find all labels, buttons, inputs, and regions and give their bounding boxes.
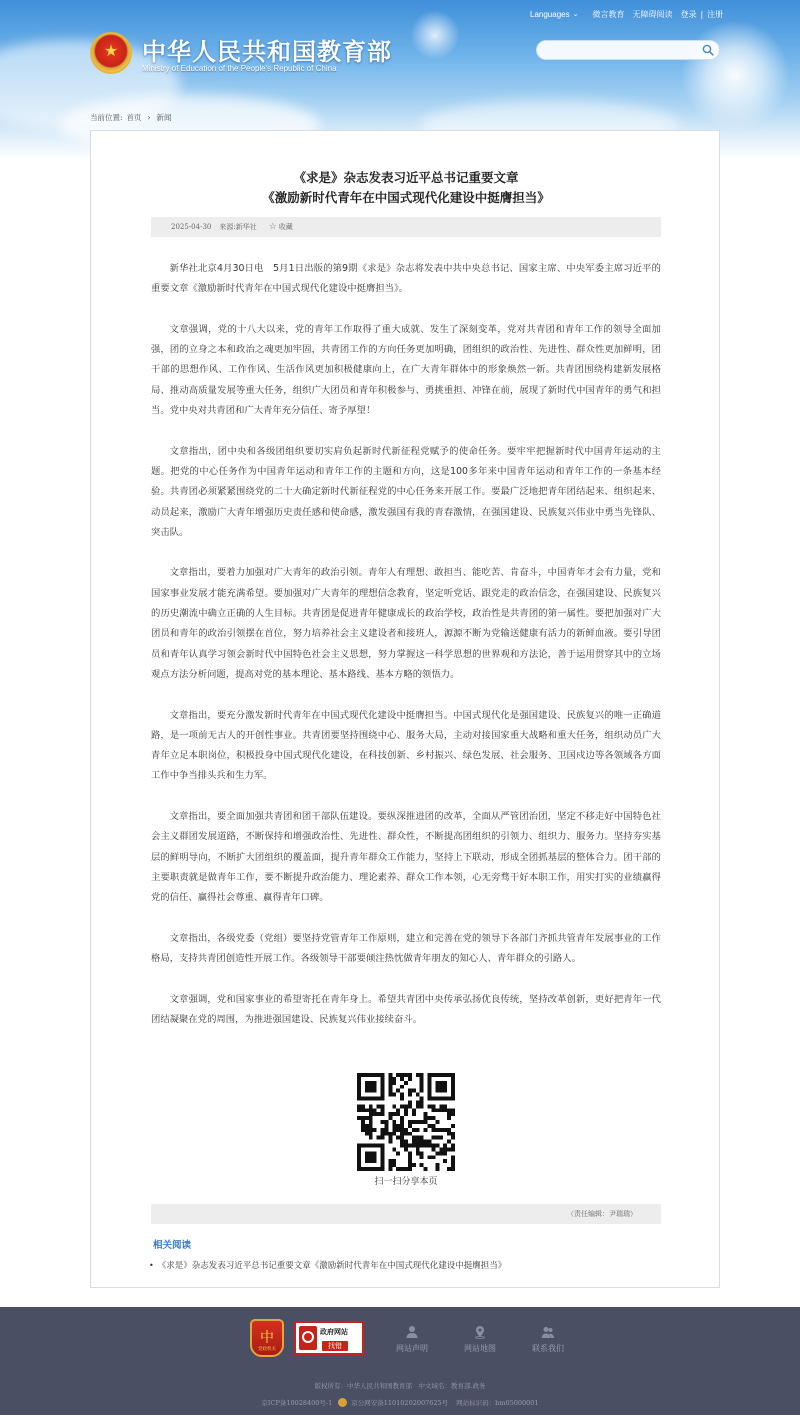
breadcrumb-news-link[interactable]: 新闻	[156, 113, 172, 122]
article-title-line1: 《求是》杂志发表习近平总书记重要文章	[293, 170, 519, 185]
accessibility-link[interactable]: 无障碍阅读	[632, 9, 673, 19]
footer-link-label: 网站地图	[464, 1344, 496, 1353]
article-title-line2: 《激励新时代青年在中国式现代化建设中挺膺担当》	[262, 190, 550, 205]
party-government-badge-icon[interactable]	[250, 1319, 284, 1357]
article-source: 来源:新华社	[219, 223, 257, 231]
gov-error-report-badge[interactable]	[294, 1321, 364, 1355]
nav-separator: |	[700, 9, 704, 19]
national-emblem-icon[interactable]: ★	[90, 32, 132, 74]
police-record-link[interactable]: 京公网安备11010202007625号	[351, 1399, 449, 1407]
article-paragraph: 文章指出，各级党委（党组）要坚持党管青年工作原则，建立和完善在党的领导下各部门齐抓共管青年发展事业的工作格局，支持共青团创造性开展工作。各级领导干部要倾注热忱做青年朋友的知心人、青年群众的引路人。	[151, 932, 661, 965]
site-code: 网站标识码：bm05000001	[456, 1399, 539, 1407]
footer-badges	[250, 1319, 364, 1357]
gov-badge-line1: 政府网站	[320, 1328, 348, 1336]
party-badge-caption: 党政机关	[258, 1347, 276, 1352]
register-link[interactable]: 注册	[707, 9, 724, 19]
icp-number-link[interactable]: 京ICP备10028400号-1	[261, 1399, 333, 1407]
search-input[interactable]	[545, 44, 695, 57]
person-icon	[405, 1325, 419, 1339]
breadcrumb	[90, 112, 172, 123]
star-icon: ☆	[268, 222, 277, 232]
chevron-down-icon: ⌄	[572, 11, 579, 18]
article-date: 2025-04-30	[171, 223, 212, 231]
weibo-link[interactable]: 微言教育	[592, 9, 625, 19]
site-footer	[0, 1307, 800, 1415]
dandelion-decoration	[410, 10, 460, 60]
article-paragraph: 文章指出，要全面加强共青团和团干部队伍建设。要纵深推进团的改革，全面从严管团治团，坚定不移走好中国特色社会主义群团发展道路，不断保持和增强政治性、先进性、群众性，不断提高团组织的引领力、组织力、服务力。坚持夯实基层的鲜明导向，不断扩大团组织的覆盖面，提升青年群众工作能力，坚持上下联动，形成全团抓基层的整体合力。团干部的主要职责就是做青年工作，要不断提升政治能力、理论素养、群众工作本领，心无旁骛干好本职工作，用实打实的业绩赢得党的信任、赢得社会尊重、赢得青年口碑。	[151, 811, 661, 904]
gov-badge-line2: 找错	[322, 1341, 348, 1351]
footer-link-sitemap[interactable]	[446, 1325, 514, 1354]
article-paragraph: 文章强调，党的十八大以来，党的青年工作取得了重大成就、发生了深刻变革，党对共青团和青年工作的领导全面加强，团的立身之本和政治之魂更加牢固，共青团工作的方向任务更加明确，团组织的政治性、先进性、群众性更加鲜明，团干部的思想作风、工作作风、生活作风更加积极健康向上，在广大青年群体中的形象焕然一新。共青团围绕构建新发展格局、推动高质量发展等重大任务，组织广大团员和青年积极参与、勇挑重担、冲锋在前，展现了新时代中国青年的勇气和担当。党中央对共青团和广大青年充分信任、寄予厚望！	[151, 323, 661, 417]
dandelion-decoration	[680, 20, 790, 130]
map-pin-icon	[473, 1325, 487, 1339]
related-reading-title: 相关阅读	[153, 1240, 192, 1251]
responsible-editor: （责任编辑：尹瑞瑞）	[151, 1204, 661, 1224]
party-badge-glyph: 中	[260, 1330, 274, 1346]
footer-icp-row	[0, 1398, 800, 1407]
qr-caption: 扫一扫分享本页	[374, 1177, 438, 1187]
site-subtitle: Ministry of Education of the People's Republic of China	[142, 64, 337, 73]
search-icon[interactable]	[702, 44, 714, 56]
magnifier-icon	[299, 1326, 317, 1350]
related-reading-link[interactable]: 《求是》杂志发表习近平总书记重要文章《激励新时代青年在中国式现代化建设中挺膺担当》	[157, 1261, 507, 1271]
footer-link-contact[interactable]	[514, 1325, 582, 1354]
police-badge-icon	[338, 1398, 347, 1407]
login-link[interactable]: 登录	[680, 9, 697, 19]
article-body	[151, 259, 661, 1051]
favorite-button[interactable]	[269, 222, 293, 232]
qr-code-icon	[357, 1073, 455, 1171]
favorite-label: 收藏	[278, 223, 293, 231]
contacts-icon	[541, 1325, 555, 1339]
footer-link-statement[interactable]	[378, 1325, 446, 1354]
footer-copyright: 版权所有：中华人民共和国教育部 中文域名：教育部.政务	[314, 1382, 486, 1390]
article-paragraph: 文章指出，团中央和各级团组织要切实肩负起新时代新征程党赋予的使命任务。要牢牢把握新时代中国青年运动的主题。把党的中心任务作为中国青年运动和青年工作的主题和方向，这是100多年来中国青年运动和青年工作的一条基本经验。共青团必须紧紧围绕党的二十大确定新时代新征程党的中心任务来开展工作。要最广泛地把青年团结起来、组织起来、动员起来，激励广大青年增强历史责任感和使命感，激发强国有我的青春激情，在强国建设、民族复兴伟业中勇当先锋队、突击队。	[151, 445, 661, 538]
search-box	[536, 40, 720, 60]
bullet-icon: •	[149, 1260, 154, 1270]
top-nav	[530, 7, 731, 21]
article-paragraph: 文章指出，要着力加强对广大青年的政治引领。青年人有理想、敢担当、能吃苦、肯奋斗，中国青年才会有力量，党和国家事业发展才能充满希望。要加强对广大青年的理想信念教育，坚定听党话、跟党走的政治信念，在强国建设、民族复兴的历史潮流中确立正确的人生目标。共青团是促进青年健康成长的政治学校，政治性是共青团的第一属性。要把加强对广大团员和青年的政治引领摆在首位，努力培养社会主义建设者和接班人，源源不断为党输送健康有活力的新鲜血液。要引导团员和青年认真学习领会新时代中国特色社会主义思想，努力掌握这一科学思想的世界观和方法论，善于运用贯穿其中的立场观点方法分析问题，提高对党的基本理论、基本路线、基本方略的领悟力。	[151, 567, 661, 680]
related-reading-item[interactable]	[149, 1259, 506, 1271]
footer-links	[378, 1325, 582, 1354]
article-paragraph: 文章指出，要充分激发新时代青年在中国式现代化建设中挺膺担当。中国式现代化是强国建设、民族复兴的唯一正确道路，是一项前无古人的开创性事业。共青团要坚持围绕中心、服务大局，主动对接国家重大战略和重大任务，组织动员广大青年立足本职岗位，积极投身中国式现代化建设，在科技创新、乡村振兴、绿色发展、社会服务、卫国戍边等各领域各方面工作中争当排头兵和生力军。	[151, 709, 661, 782]
article-meta-bar	[151, 217, 661, 237]
article-paragraph: 文章强调，党和国家事业的希望寄托在青年身上。希望共青团中央传承弘扬优良传统，坚持改革创新，更好把青年一代团结凝聚在党的周围，为推进强国建设、民族复兴伟业接续奋斗。	[151, 993, 661, 1025]
footer-link-label: 网站声明	[396, 1344, 428, 1353]
chevron-right-icon: ›	[147, 113, 151, 122]
languages-label: Languages	[530, 9, 570, 19]
article-card	[90, 130, 720, 1288]
breadcrumb-home-link[interactable]: 首页	[126, 113, 142, 122]
breadcrumb-label: 当前位置:	[90, 113, 123, 122]
footer-link-label: 联系我们	[532, 1344, 564, 1353]
languages-dropdown[interactable]	[530, 10, 578, 19]
article-paragraph: 新华社北京4月30日电 5月1日出版的第9期《求是》杂志将发表中共中央总书记、国家主席、中央军委主席习近平的重要文章《激励新时代青年在中国式现代化建设中挺膺担当》。	[151, 263, 661, 295]
site-title[interactable]: 中华人民共和国教育部	[142, 37, 392, 66]
